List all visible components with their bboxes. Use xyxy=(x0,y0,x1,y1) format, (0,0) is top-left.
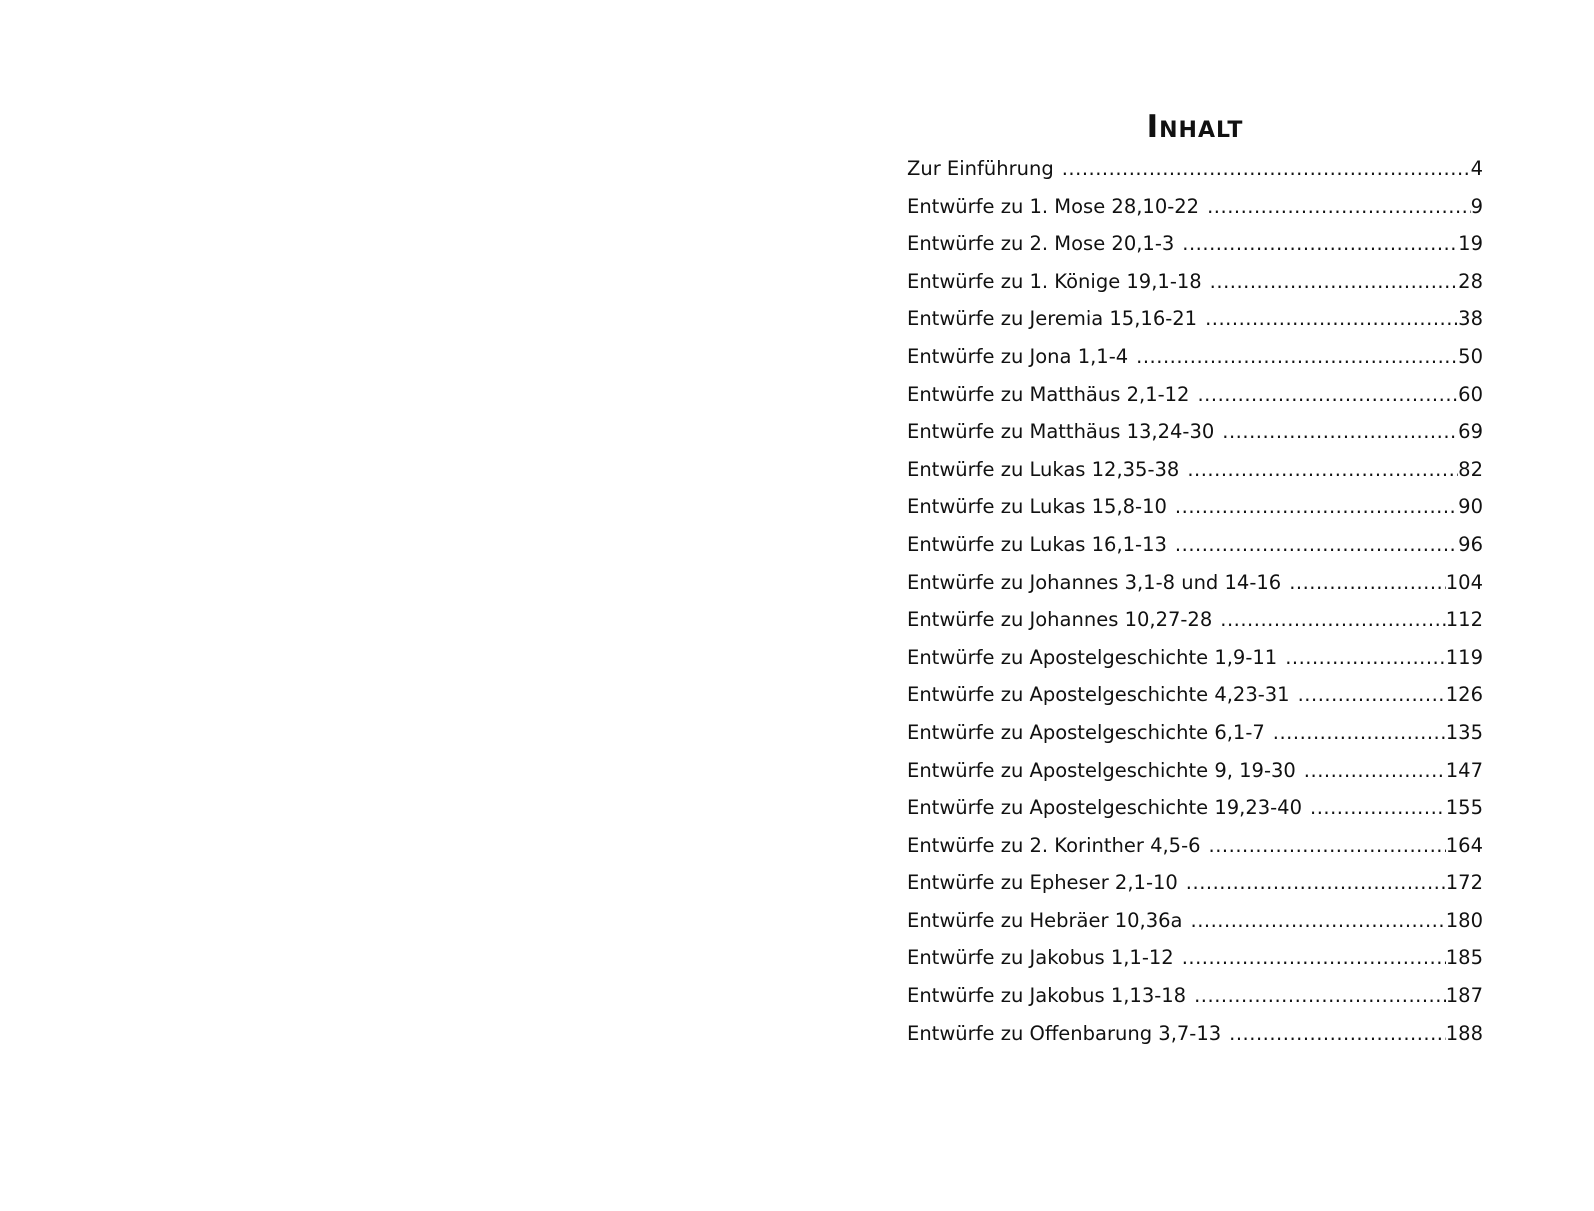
dot-leader xyxy=(1182,939,1446,977)
toc-entry-page: 28 xyxy=(1458,269,1483,293)
toc-entry-label: Entwürfe zu Lukas 16,1-13 xyxy=(907,532,1167,556)
dot-leader xyxy=(1298,676,1446,714)
toc-entry-label: Entwürfe zu 2. Korinther 4,5-6 xyxy=(907,833,1201,857)
toc-entry[interactable] xyxy=(907,300,1483,338)
dot-leader xyxy=(1222,413,1458,451)
toc-entry[interactable] xyxy=(907,601,1483,639)
dot-leader xyxy=(1194,977,1446,1015)
toc-entry-label: Entwürfe zu Apostelgeschichte 1,9-11 xyxy=(907,645,1278,669)
toc-entry-label: Entwürfe zu Jakobus 1,1-12 xyxy=(907,946,1174,970)
dot-leader xyxy=(1310,789,1446,827)
toc-entry[interactable] xyxy=(907,188,1483,226)
dot-leader xyxy=(1175,526,1458,564)
toc-entry-label: Entwürfe zu 1. Mose 28,10-22 xyxy=(907,194,1200,218)
toc-title: Inhalt xyxy=(1146,109,1244,145)
dot-leader xyxy=(1175,488,1458,526)
toc-entry[interactable] xyxy=(907,827,1483,865)
table-of-contents xyxy=(907,150,1483,1052)
dot-leader xyxy=(1285,639,1446,677)
toc-entry[interactable] xyxy=(907,676,1483,714)
toc-entry[interactable] xyxy=(907,714,1483,752)
toc-entry[interactable] xyxy=(907,752,1483,790)
toc-entry[interactable] xyxy=(907,451,1483,489)
toc-entry-label: Entwürfe zu Jakobus 1,13-18 xyxy=(907,984,1187,1008)
dot-leader xyxy=(1304,752,1446,790)
toc-entry[interactable] xyxy=(907,263,1483,301)
toc-entry[interactable] xyxy=(907,338,1483,376)
toc-entry[interactable] xyxy=(907,939,1483,977)
toc-entry-page: 135 xyxy=(1445,720,1483,744)
toc-entry-page: 4 xyxy=(1470,157,1483,180)
toc-entry[interactable] xyxy=(907,977,1483,1015)
toc-entry-page: 147 xyxy=(1445,758,1483,782)
toc-entry-label: Entwürfe zu Epheser 2,1-10 xyxy=(907,871,1178,895)
toc-entry-label: Entwürfe zu Matthäus 13,24-30 xyxy=(907,420,1215,444)
dot-leader xyxy=(1182,225,1458,263)
toc-entry-page: 96 xyxy=(1458,532,1483,556)
toc-entry-label: Entwürfe zu Apostelgeschichte 4,23-31 xyxy=(907,683,1290,707)
dot-leader xyxy=(1136,338,1458,376)
toc-entry-label: Entwürfe zu Hebräer 10,36a xyxy=(907,908,1183,932)
toc-entry-label: Entwürfe zu Jona 1,1-4 xyxy=(907,344,1129,368)
toc-entry-page: 119 xyxy=(1445,645,1483,669)
toc-entry-page: 104 xyxy=(1445,570,1483,594)
dot-leader xyxy=(1207,188,1470,226)
toc-entry-label: Zur Einführung xyxy=(907,157,1054,180)
toc-entry[interactable] xyxy=(907,1015,1483,1053)
toc-entry-page: 187 xyxy=(1445,984,1483,1008)
toc-entry-page: 126 xyxy=(1445,683,1483,707)
toc-entry-page: 188 xyxy=(1445,1021,1483,1045)
toc-entry-label: Entwürfe zu Matthäus 2,1-12 xyxy=(907,382,1190,406)
dot-leader xyxy=(1186,864,1446,902)
toc-entry-page: 90 xyxy=(1458,495,1483,519)
dot-leader xyxy=(1062,150,1471,188)
toc-entry-label: Entwürfe zu Offenbarung 3,7-13 xyxy=(907,1021,1222,1045)
toc-entry-label: Entwürfe zu Johannes 10,27-28 xyxy=(907,608,1213,632)
toc-entry-page: 69 xyxy=(1458,420,1483,444)
toc-entry[interactable] xyxy=(907,639,1483,677)
dot-leader xyxy=(1273,714,1446,752)
toc-entry-page: 185 xyxy=(1445,946,1483,970)
toc-entry[interactable] xyxy=(907,376,1483,414)
toc-entry-label: Entwürfe zu Apostelgeschichte 9, 19-30 xyxy=(907,758,1296,782)
toc-entry[interactable] xyxy=(907,864,1483,902)
dot-leader xyxy=(1229,1015,1446,1053)
toc-entry-label: Entwürfe zu 1. Könige 19,1-18 xyxy=(907,269,1202,293)
toc-entry-label: Entwürfe zu Jeremia 15,16-21 xyxy=(907,307,1198,331)
toc-entry-page: 50 xyxy=(1458,344,1483,368)
dot-leader xyxy=(1187,451,1458,489)
toc-entry-page: 112 xyxy=(1445,608,1483,632)
toc-entry[interactable] xyxy=(907,488,1483,526)
toc-entry-page: 180 xyxy=(1445,908,1483,932)
toc-entry-page: 172 xyxy=(1445,871,1483,895)
toc-entry-page: 19 xyxy=(1458,232,1483,256)
dot-leader xyxy=(1205,300,1458,338)
toc-entry-page: 82 xyxy=(1458,457,1483,481)
dot-leader xyxy=(1191,902,1446,940)
dot-leader xyxy=(1197,376,1458,414)
toc-entry[interactable] xyxy=(907,902,1483,940)
dot-leader xyxy=(1210,263,1459,301)
toc-entry[interactable] xyxy=(907,150,1483,188)
toc-entry-page: 38 xyxy=(1458,307,1483,331)
dot-leader xyxy=(1289,564,1446,602)
toc-entry-page: 60 xyxy=(1458,382,1483,406)
toc-entry-label: Entwürfe zu 2. Mose 20,1-3 xyxy=(907,232,1175,256)
dot-leader xyxy=(1209,827,1446,865)
toc-entry-label: Entwürfe zu Lukas 15,8-10 xyxy=(907,495,1167,519)
toc-entry[interactable] xyxy=(907,225,1483,263)
toc-entry-page: 155 xyxy=(1445,796,1483,820)
toc-entry-label: Entwürfe zu Lukas 12,35-38 xyxy=(907,457,1180,481)
toc-entry-page: 164 xyxy=(1445,833,1483,857)
toc-entry[interactable] xyxy=(907,526,1483,564)
toc-entry[interactable] xyxy=(907,413,1483,451)
toc-entry[interactable] xyxy=(907,789,1483,827)
toc-entry-page: 9 xyxy=(1470,194,1483,218)
toc-entry-label: Entwürfe zu Apostelgeschichte 19,23-40 xyxy=(907,796,1302,820)
toc-entry-label: Entwürfe zu Apostelgeschichte 6,1-7 xyxy=(907,720,1265,744)
toc-entry-label: Entwürfe zu Johannes 3,1-8 und 14-16 xyxy=(907,570,1282,594)
toc-entry[interactable] xyxy=(907,564,1483,602)
dot-leader xyxy=(1220,601,1446,639)
